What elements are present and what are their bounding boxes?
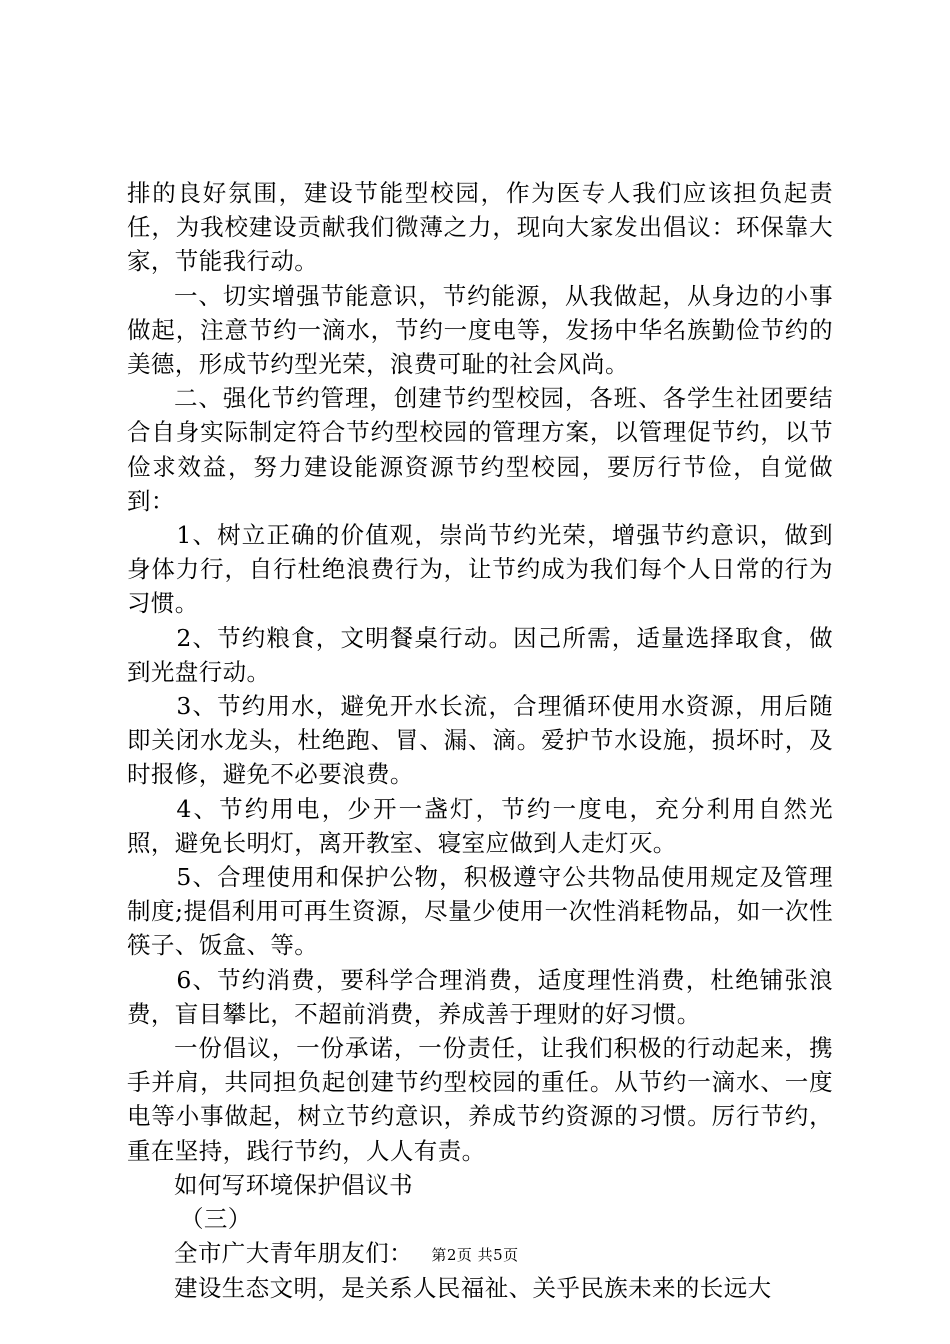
section-number: （三） bbox=[180, 1205, 252, 1234]
paragraph-item-6: 6、节约消费，要科学合理消费，适度理性消费，杜绝铺张浪费，盲目攀比，不超前消费，养成善于理财的好习惯。 bbox=[127, 965, 833, 1028]
page-number: 第2页 共5页 bbox=[431, 1246, 519, 1264]
paragraph-item-3: 3、节约用水，避免开水长流，合理循环使用水资源，用后随即关闭水龙头，杜绝跑、冒、漏、滴。爱护节水设施，损坏时，及时报修，避免不必要浪费。 bbox=[127, 692, 833, 789]
paragraph-item-2: 2、节约粮食，文明餐桌行动。因己所需，适量选择取食，做到光盘行动。 bbox=[127, 623, 833, 686]
section-heading: 如何写环境保护倡议书 bbox=[174, 1170, 413, 1199]
paragraph-item-4: 4、节约用电，少开一盏灯，节约一度电，充分利用自然光照，避免长明灯，离开教室、寝室应做到人走灯灭。 bbox=[127, 794, 833, 857]
paragraph-item-5: 5、合理使用和保护公物，积极遵守公共物品使用规定及管理制度;提倡利用可再生资源，尽量少使用一次性消耗物品，如一次性筷子、饭盒、等。 bbox=[127, 863, 833, 960]
paragraph-item-1: 1、树立正确的价值观，崇尚节约光荣，增强节约意识，做到身体力行，自行杜绝浪费行为，让节约成为我们每个人日常的行为习惯。 bbox=[127, 521, 833, 618]
paragraph-point-two: 二、强化节约管理，创建节约型校园，各班、各学生社团要结合自身实际制定符合节约型校园的管理方案，以管理促节约，以节俭求效益，努力建设能源资源节约型校园，要厉行节俭，自觉做到： bbox=[127, 384, 833, 515]
paragraph-conclusion: 一份倡议，一份承诺，一份责任，让我们积极的行动起来，携手并肩，共同担负起创建节约型校园的重任。从节约一滴水、一度电等小事做起，树立节约意识，养成节约资源的习惯。厉行节约，重在坚持，践行节约，人人有责。 bbox=[127, 1034, 833, 1165]
page-footer bbox=[0, 1245, 950, 1265]
paragraph-new-section-start: 建设生态文明，是关系人民福祉、关乎民族未来的长远大 bbox=[174, 1273, 772, 1302]
salutation: 全市广大青年朋友们： bbox=[174, 1239, 413, 1268]
paragraph-point-one: 一、切实增强节能意识，节约能源，从我做起，从身边的小事做起，注意节约一滴水，节约一度电等，发扬中华名族勤俭节约的美德，形成节约型光荣，浪费可耻的社会风尚。 bbox=[127, 281, 833, 379]
document-body bbox=[127, 176, 833, 1305]
paragraph-intro-continued: 排的良好氛围，建设节能型校园，作为医专人我们应该担负起责任，为我校建设贡献我们微薄之力，现向大家发出倡议：环保靠大家，节能我行动。 bbox=[127, 179, 833, 276]
